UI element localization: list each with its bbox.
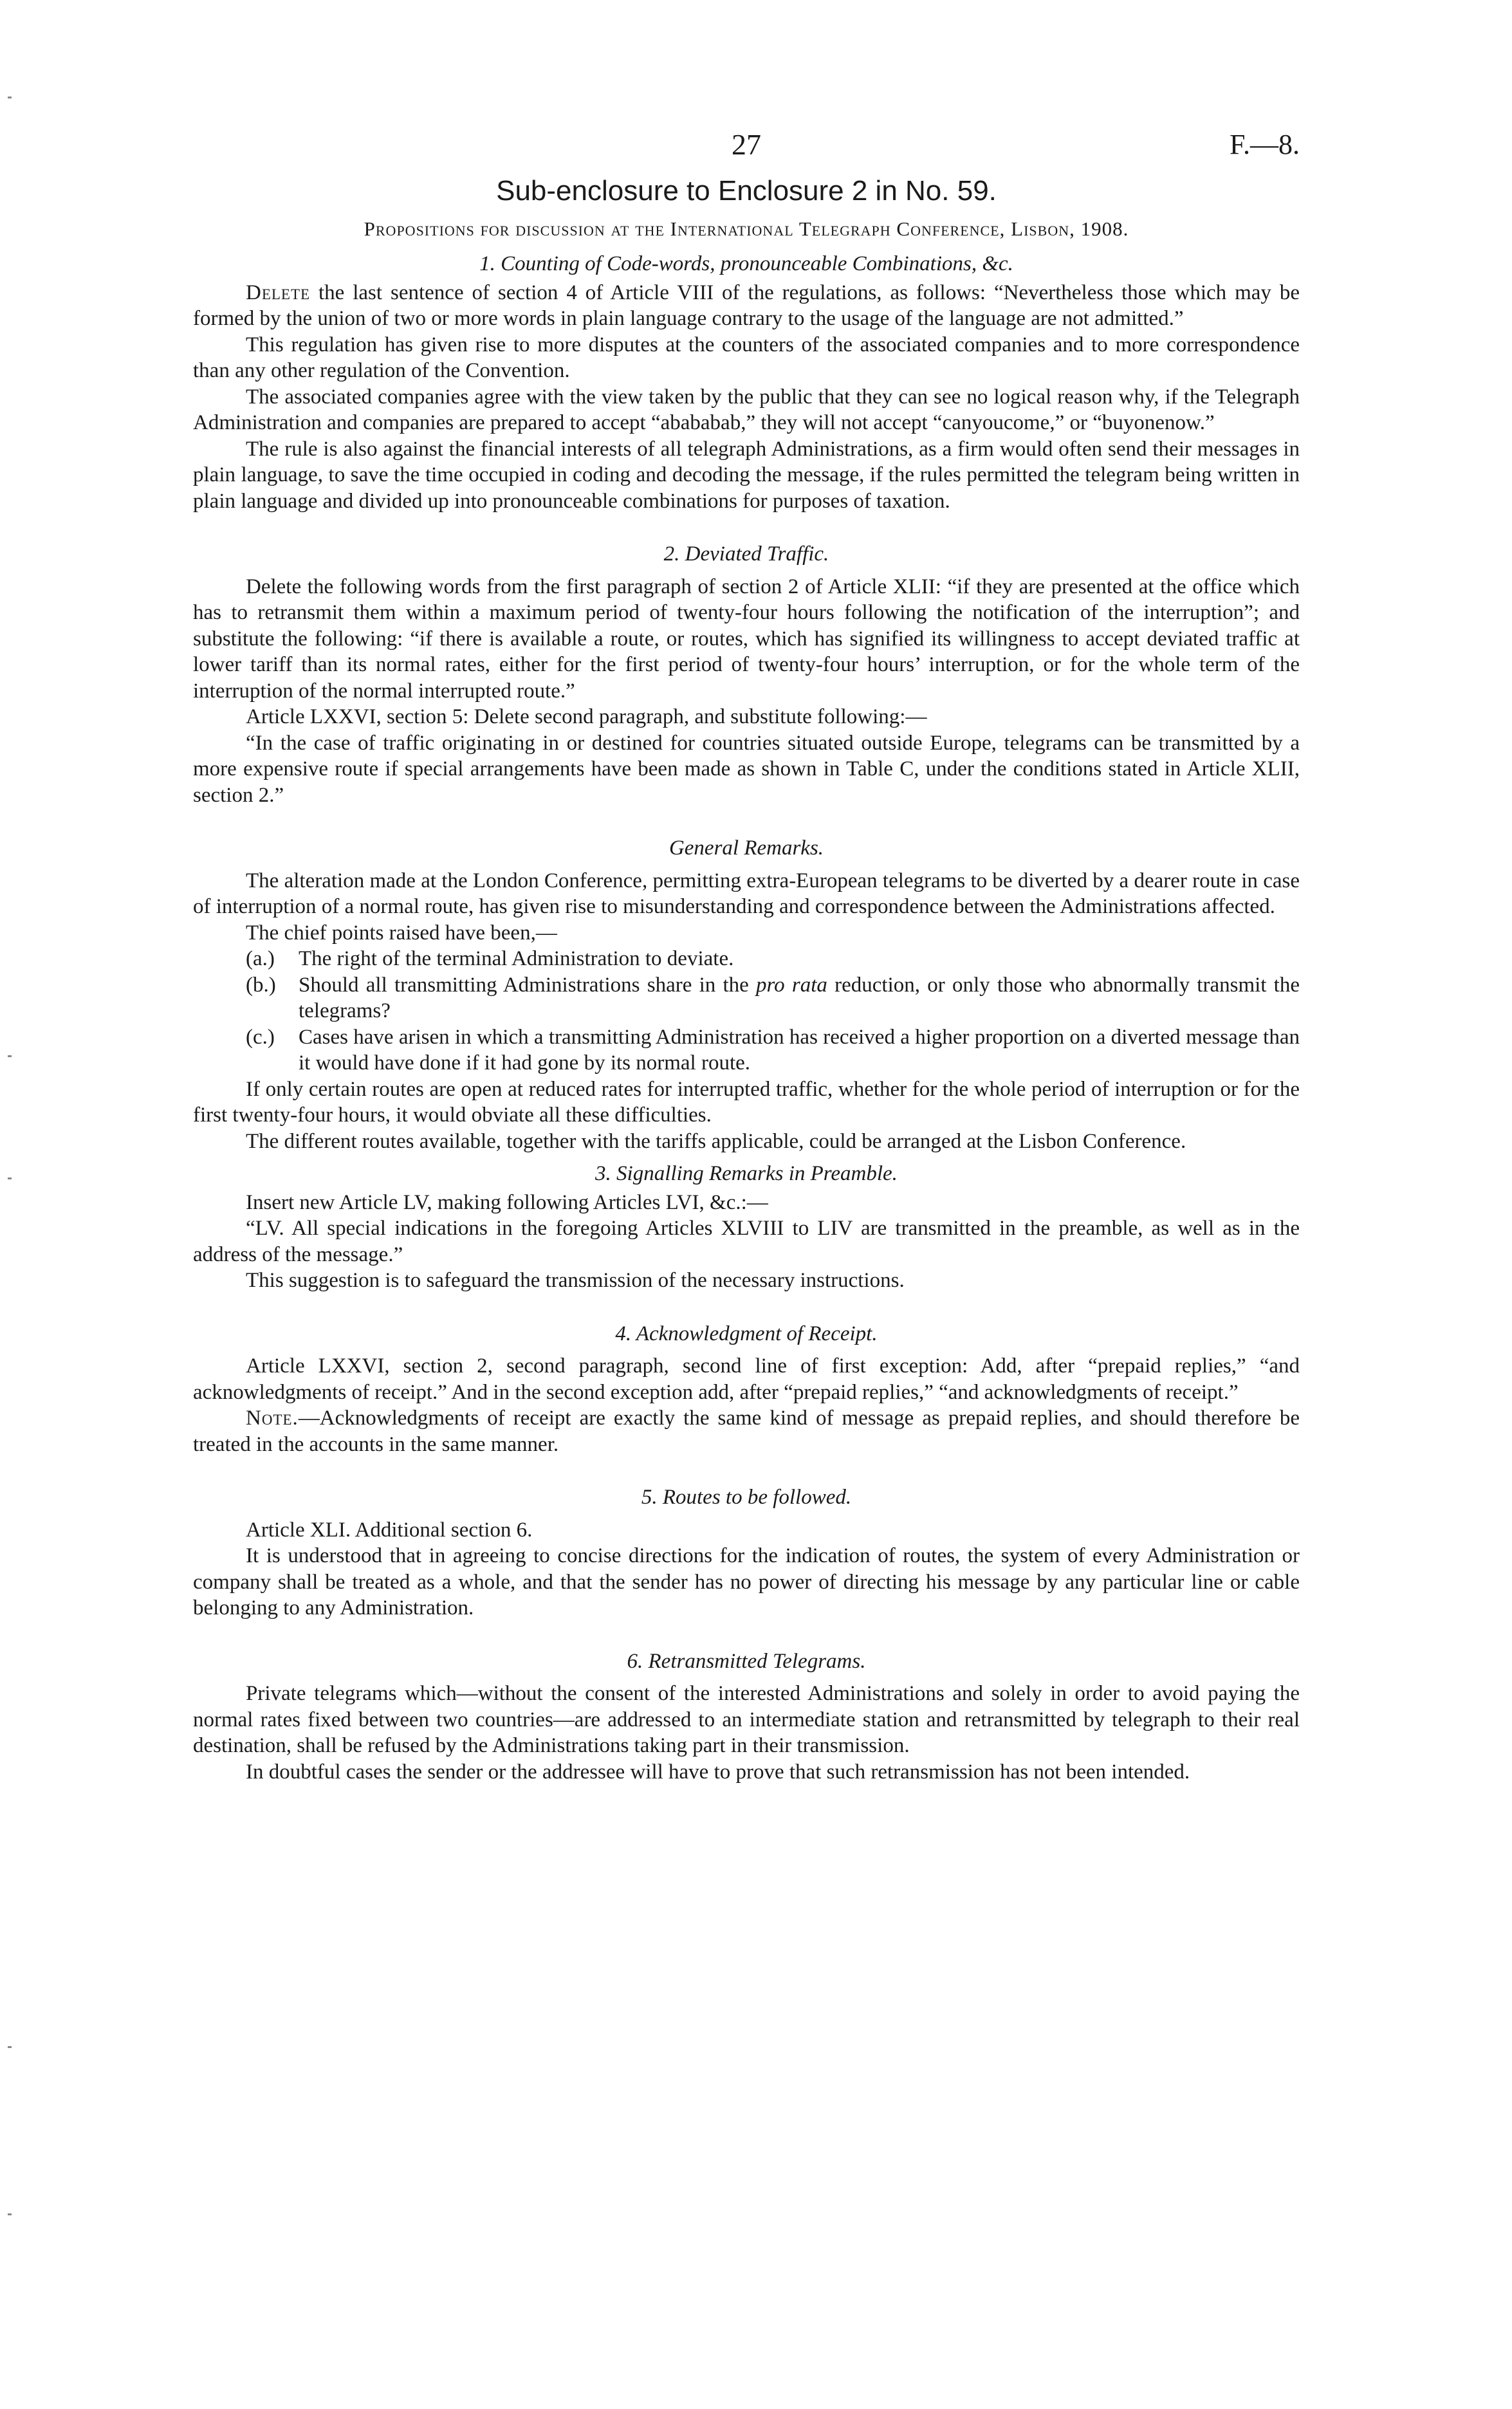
scan-mark <box>8 2213 12 2215</box>
list-text: The right of the terminal Administration to deviate. <box>299 947 734 970</box>
section-1-paragraph-1-text: the last sentence of section 4 of Article VIII of the regulations, as follows: “Nevertheless those which may be formed by the union of two or more words in plain language contrary to the usage of the language are not admitted.” <box>193 281 1300 330</box>
section-1-paragraph-2: This regulation has given rise to more disputes at the counters of the associated companies and to more correspondence than any other regulation of the Convention. <box>193 333 1300 382</box>
general-paragraph-4: The different routes available, together with the tariffs applicable, could be arranged at the Lisbon Conference. <box>246 1129 1186 1153</box>
scan-mark <box>8 97 12 98</box>
note-lead: Note. <box>246 1407 299 1430</box>
list-item-b <box>246 972 1300 1024</box>
delete-lead: Delete <box>246 281 311 304</box>
document-subtitle: Propositions for discussion at the International Telegraph Conference, Lisbon, 1908. <box>364 217 1129 240</box>
section-5-paragraph-2: It is understood that in agreeing to concise directions for the indication of routes, the system of every Administration or company shall be treated as a whole, and that the sender has no power of directing his message by any particular line or cable belonging to any Administration. <box>193 1544 1300 1620</box>
page-reference: F.—8. <box>1230 129 1300 160</box>
scan-mark <box>8 1177 12 1179</box>
document-title: Sub-enclosure to Enclosure 2 in No. 59. <box>496 175 997 207</box>
list-text-pre: Should all transmitting Administrations share in the <box>299 973 757 997</box>
section-6-paragraph-1: Private telegrams which—without the consent of the interested Administrations and solely in order to avoid paying the normal rates fixed between two countries—are addressed to an intermediate station and retransmitted by telegraph to their real destination, shall be refused by the Administrations taking part in their transmission. <box>193 1682 1300 1757</box>
section-1-paragraph-3: The associated companies agree with the view taken by the public that they can see no logical reason why, if the Telegraph Administration and companies are prepared to accept “abababab,” they will not accept “canyoucome,” or “buyonenow.” <box>193 385 1300 434</box>
section-2-heading: 2. Deviated Traffic. <box>663 542 829 566</box>
list-text: Cases have arisen in which a transmitting Administration has received a higher proportion on a diverted message than it would have done if it had gone by its normal route. <box>299 1025 1300 1075</box>
list-label: (b.) <box>246 973 276 997</box>
general-paragraph-2: The chief points raised have been,— <box>246 921 557 945</box>
section-4-paragraph-2-text: —Acknowledgments of receipt are exactly the same kind of message as prepaid replies, and should therefore be treated in the accounts in the same manner. <box>193 1407 1300 1456</box>
section-2-paragraph-3: “In the case of traffic originating in or destined for countries situated outside Europe, telegrams can be transmitted by a more expensive route if special arrangements have been made as shown in Table C, under the conditions stated in Article XLII, section 2.” <box>193 731 1300 807</box>
section-2-paragraph-2: Article LXXVI, section 5: Delete second paragraph, and substitute following:— <box>246 705 927 728</box>
section-4-paragraph-1: Article LXXVI, section 2, second paragraph, second line of first exception: Add, after “prepaid replies,” “and acknowledgments of receipt.” And in the second exception add, after “prepaid replies,” “and acknowledgments of receipt.” <box>193 1354 1300 1404</box>
section-3-heading: 3. Signalling Remarks in Preamble. <box>595 1162 898 1185</box>
page-number: 27 <box>732 128 761 161</box>
section-1-paragraph-1 <box>193 280 1300 332</box>
section-3-paragraph-2: “LV. All special indications in the foregoing Articles XLVIII to LIV are transmitted in the preamble, as well as in the address of the message.” <box>193 1217 1300 1266</box>
section-5-heading: 5. Routes to be followed. <box>641 1486 852 1509</box>
list-text-post: reduction, or only those who abnormally transmit the telegrams? <box>299 973 1300 1022</box>
section-1-heading: 1. Counting of Code-words, pronounceable Combinations, &c. <box>479 252 1013 275</box>
list-label: (a.) <box>246 947 275 970</box>
section-6-paragraph-2: In doubtful cases the sender or the addressee will have to prove that such retransmission has not been intended. <box>246 1760 1190 1784</box>
list-text-italic: pro rata <box>756 973 827 997</box>
section-2-paragraph-1: Delete the following words from the first paragraph of section 2 of Article XLII: “if they are presented at the office which has to retransmit them within a maximum period of twenty-four hours following the notification of the interruption”; and substitute the following: “if there is available a route, or routes, which has signified its willingness to accept deviated traffic at lower tariff than its normal rates, either for the first period of twenty-four hours’ interruption, or for the whole term of the interruption of the normal interrupted route.” <box>193 575 1300 703</box>
section-5-paragraph-1: Article XLI. Additional section 6. <box>246 1518 533 1542</box>
section-6-heading: 6. Retransmitted Telegrams. <box>627 1649 866 1673</box>
list-item-c <box>246 1024 1300 1076</box>
general-remarks-heading: General Remarks. <box>668 836 824 860</box>
section-4-paragraph-2 <box>193 1405 1300 1457</box>
scan-mark <box>8 2046 12 2048</box>
section-3-paragraph-1: Insert new Article LV, making following Articles LVI, &c.:— <box>246 1190 768 1214</box>
section-4-heading: 4. Acknowledgment of Receipt. <box>615 1322 878 1345</box>
document-page <box>193 128 1300 1785</box>
page-header <box>193 128 1300 171</box>
section-3-paragraph-3: This suggestion is to safeguard the transmission of the necessary instructions. <box>246 1269 905 1292</box>
list-label: (c.) <box>246 1025 275 1049</box>
general-paragraph-1: The alteration made at the London Conference, permitting extra-European telegrams to be diverted by a dearer route in case of interruption of a normal route, has given rise to misunderstanding and correspondence between the Administrations affected. <box>193 869 1300 918</box>
scan-mark <box>8 1055 12 1057</box>
list-item-a <box>246 946 1300 972</box>
general-paragraph-3: If only certain routes are open at reduced rates for interrupted traffic, whether for the whole period of interruption or for the first twenty-four hours, it would obviate all these difficulties. <box>193 1077 1300 1127</box>
section-1-paragraph-4: The rule is also against the financial interests of all telegraph Administrations, as a firm would often send their messages in plain language, to save the time occupied in coding and decoding the message, if the rules permitted the telegram being written in plain language and divided up into pronounceable combinations for purposes of taxation. <box>193 437 1300 513</box>
list-text <box>299 972 1300 1024</box>
